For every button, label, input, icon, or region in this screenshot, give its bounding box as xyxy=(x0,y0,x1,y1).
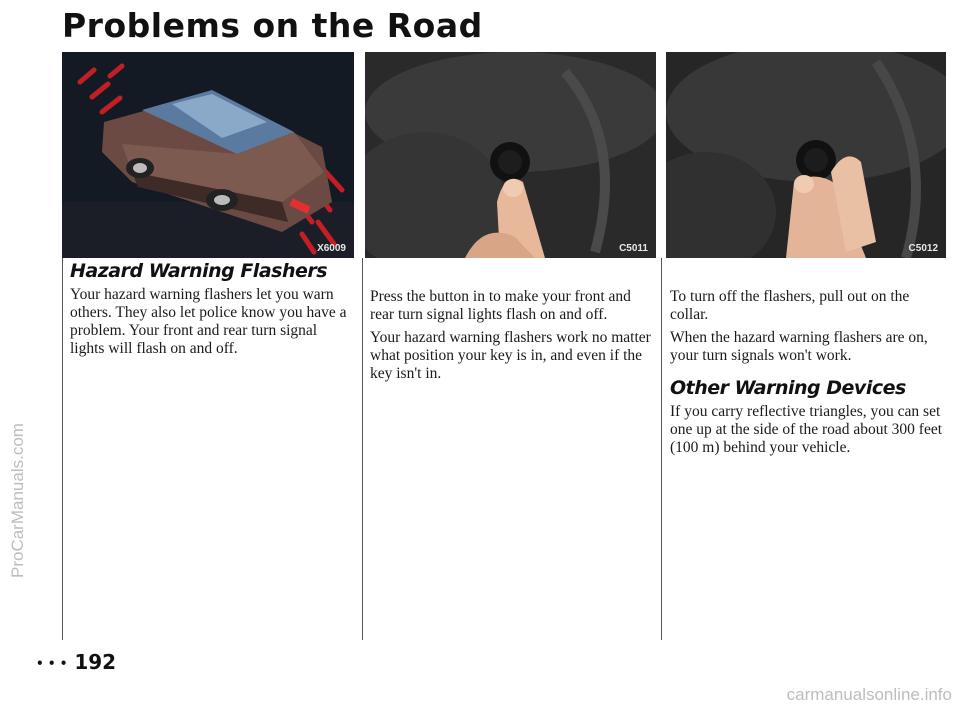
other-devices-heading: Other Warning Devices xyxy=(670,377,906,399)
photo-code-1: X6009 xyxy=(317,243,346,254)
page-title: Problems on the Road xyxy=(62,6,483,45)
press-button-photo xyxy=(365,52,656,258)
page-number-value: 192 xyxy=(74,650,117,674)
bottom-watermark: carmanualsonline.info xyxy=(786,685,952,704)
photo-code-2: C5011 xyxy=(619,243,648,254)
collar-pull-illustration xyxy=(666,52,946,258)
turn-signals-paragraph: When the hazard warning flashers are on, your turn signals won't work. xyxy=(670,329,928,364)
reflective-triangles-paragraph: If you carry reflective triangles, you can set one up at the side of the road about 300 feet (100 m) behind your vehicle. xyxy=(670,403,943,456)
car-illustration xyxy=(62,52,354,258)
hazard-intro-paragraph: Your hazard warning flashers let you warn others. They also let police know you have a problem. Your front and rear turn signal lights will flash on and off. xyxy=(70,286,347,357)
pull-collar-photo xyxy=(666,52,946,258)
button-press-illustration xyxy=(365,52,656,258)
key-position-paragraph: Your hazard warning flashers work no matter what position your key is in, and even if the key isn't in. xyxy=(370,329,651,382)
photo-code-3: C5012 xyxy=(908,243,938,254)
turn-off-paragraph: To turn off the flashers, pull out on the collar. xyxy=(670,288,910,323)
page-dots: • • • xyxy=(36,656,68,671)
hazard-flashers-heading: Hazard Warning Flashers xyxy=(70,260,328,282)
side-watermark: ProCarManuals.com xyxy=(8,423,27,578)
column-divider-2 xyxy=(362,258,363,640)
column-turn-off xyxy=(670,288,950,462)
column-hazard-flashers xyxy=(70,262,355,363)
car-flashers-photo xyxy=(62,52,354,258)
press-button-paragraph: Press the button in to make your front and rear turn signal lights flash on and off. xyxy=(370,288,631,323)
column-divider-1 xyxy=(62,258,63,640)
column-divider-3 xyxy=(661,258,662,640)
column-press-button xyxy=(370,288,655,388)
page-number xyxy=(36,650,116,674)
